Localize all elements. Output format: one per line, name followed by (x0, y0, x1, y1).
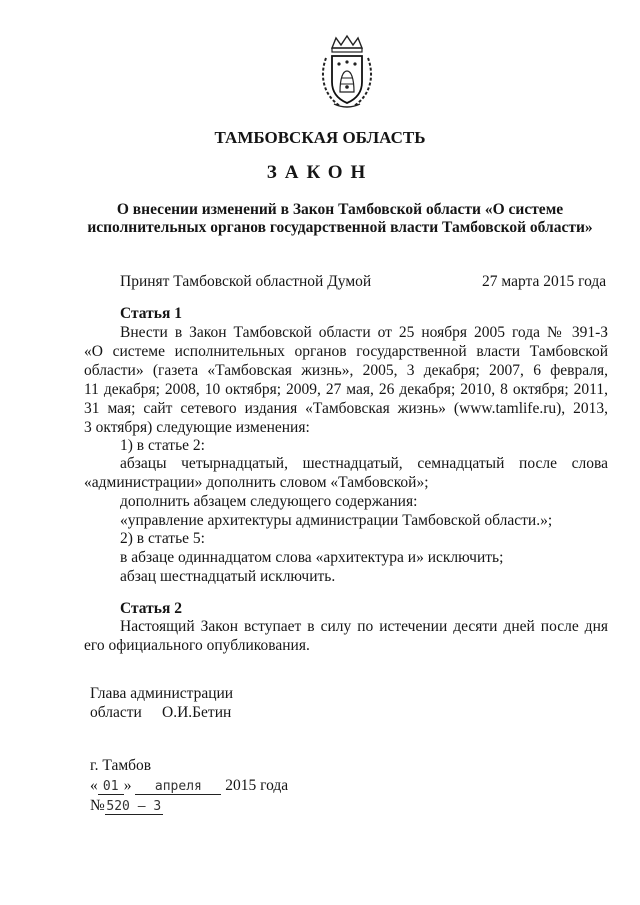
adoption-date: 27 марта 2015 года (482, 273, 607, 290)
signing-month: апреля (135, 780, 221, 795)
article-1-line: 3 октября) следующие изменения: (84, 419, 310, 436)
signing-year: 2015 года (225, 777, 289, 794)
document-type: ЗАКОН (266, 162, 374, 183)
article-1-line: «О системе исполнительных органов государственной власти Тамбовской (84, 343, 608, 360)
signing-date: « 01 » апреля 2015 года (90, 777, 289, 794)
article-1-line: Внести в Закон Тамбовской области от 25 ноября 2005 года № 391-З (120, 324, 608, 341)
article-1-line: 31 мая; сайт сетевого издания «Тамбовская жизнь» (www.tamlife.ru), 2013, (84, 400, 608, 417)
law-number-value: 520 – 3 (106, 799, 162, 814)
article-2-title: Статья 2 (120, 600, 182, 617)
article-1-line: 2) в статье 5: (120, 530, 205, 547)
signatory-position-region: области (90, 704, 142, 721)
article-1-line: абзац шестнадцатый исключить. (120, 568, 336, 585)
adopted-by: Принят Тамбовской областной Думой (120, 273, 372, 290)
article-2-line: Настоящий Закон вступает в силу по истечении десяти дней после дня (120, 618, 608, 635)
article-1-line: «администрации» дополнить словом «Тамбовской»; (84, 474, 429, 491)
article-1-line: «управление архитектуры администрации Тамбовской области.»; (120, 512, 553, 529)
article-1-title: Статья 1 (120, 305, 182, 322)
city: г. Тамбов (90, 757, 152, 774)
article-1-line: в абзаце одиннадцатом слова «архитектура и» исключить; (120, 549, 504, 566)
article-1-line: области» (газета «Тамбовская жизнь», 2005, 3 декабря; 2007, 6 февраля, (84, 362, 608, 379)
article-2-line: его официального опубликования. (84, 637, 310, 654)
region-title: ТАМБОВСКАЯ ОБЛАСТЬ (214, 128, 426, 147)
article-1-line: 1) в статье 2: (120, 437, 205, 454)
signing-day: 01 (98, 780, 124, 795)
law-number (90, 797, 163, 815)
document-subject-line-1: О внесении изменений в Закон Тамбовской области «О системе (116, 201, 564, 218)
article-1-line: дополнить абзацем следующего содержания: (120, 493, 418, 510)
law-number-prefix: № (90, 797, 105, 814)
document-subject-line-2: исполнительных органов государственной власти Тамбовской области» (87, 219, 593, 236)
article-1-line: абзацы четырнадцатый, шестнадцатый, семнадцатый после слова (120, 455, 608, 472)
signatory-position: Глава администрации (90, 685, 234, 702)
signatory-name: О.И.Бетин (162, 704, 232, 721)
coat-of-arms-icon (318, 34, 376, 110)
article-1-line: 11 декабря; 2008, 10 октября; 2009, 27 мая, 26 декабря; 2010, 8 октября; 2011, (84, 381, 608, 398)
